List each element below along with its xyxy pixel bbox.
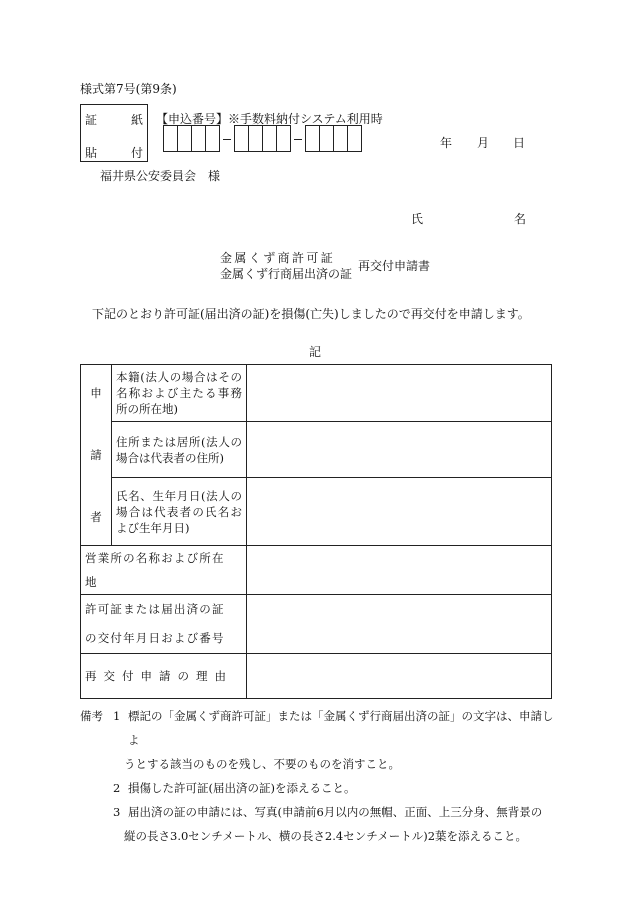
- reason-label: 再交付申請の理由: [81, 654, 247, 699]
- stamp-label-top-left: 証: [85, 113, 98, 127]
- application-table: [80, 364, 552, 699]
- form-number: 様式第7号(第9条): [80, 82, 177, 96]
- ki-heading: 記: [309, 345, 322, 359]
- intro-text: 下記のとおり許可証(届出済の証)を損傷(亡失)しましたので再交付を申請します。: [92, 307, 530, 321]
- table-row-address: [81, 422, 552, 478]
- app-number-cell[interactable]: [205, 125, 220, 152]
- app-number-cell[interactable]: [347, 125, 362, 152]
- date-month-label: 月: [477, 136, 490, 150]
- app-number-cell[interactable]: [248, 125, 263, 152]
- app-number-cell[interactable]: [262, 125, 277, 152]
- permit-input[interactable]: [247, 595, 552, 654]
- permit-label-line2: の交付年月日および番号: [85, 631, 225, 645]
- table-row-reason: [81, 654, 552, 699]
- address-label: 住所または居所(法人の場合は代表者の住所): [112, 422, 247, 478]
- applicant-label-char: 申: [90, 386, 102, 400]
- notes-section: [80, 704, 560, 848]
- note-number: 3: [113, 805, 121, 819]
- revenue-stamp-box: [80, 104, 148, 162]
- note-text-line2: うとする該当のものを残し、不要のものを消すこと。: [124, 757, 400, 771]
- permit-label: [81, 595, 247, 654]
- app-number-cell[interactable]: [305, 125, 320, 152]
- applicant-label-char: 者: [90, 510, 102, 524]
- address-input[interactable]: [247, 422, 552, 478]
- office-label: [81, 546, 247, 595]
- name-label-given: 名: [514, 212, 527, 226]
- applicant-label-char: 請: [90, 448, 102, 462]
- title-option-permit: 金属くず商許可証: [220, 251, 336, 265]
- table-row-name-birth: [81, 478, 552, 546]
- note-text-line1: 損傷した許可証(届出済の証)を添えること。: [128, 781, 356, 795]
- office-input[interactable]: [247, 546, 552, 595]
- title-suffix: 再交付申請書: [358, 259, 431, 273]
- application-number-note: 【申込番号】※手数料納付システム利用時: [156, 112, 383, 126]
- app-number-cell[interactable]: [319, 125, 334, 152]
- name-birth-input[interactable]: [247, 478, 552, 546]
- stamp-label-bottom-right: 付: [131, 146, 144, 160]
- name-label-family: 氏: [411, 212, 424, 226]
- office-label-line1: 営業所の名称および所在: [85, 551, 225, 565]
- applicant-label-cell: [81, 365, 112, 546]
- note-number: 1: [113, 709, 121, 723]
- stamp-label-top-right: 紙: [131, 113, 144, 127]
- table-row-office: [81, 546, 552, 595]
- note-item: [80, 776, 560, 800]
- table-row-domicile: [81, 365, 552, 422]
- app-number-dash: [223, 139, 231, 140]
- note-number: 2: [113, 781, 121, 795]
- note-text-line2: 縦の長さ3.0センチメートル、横の長さ2.4センチメートル)2葉を添えること。: [124, 829, 528, 843]
- app-number-cell[interactable]: [177, 125, 192, 152]
- domicile-label: 本籍(法人の場合はその名称および主たる事務所の所在地): [112, 365, 247, 422]
- date-year-label: 年: [440, 136, 453, 150]
- permit-label-line1: 許可証または届出済の証: [85, 602, 225, 616]
- reason-input[interactable]: [247, 654, 552, 699]
- date-day-label: 日: [513, 136, 526, 150]
- note-text-line1: 標記の「金属くず商許可証」または「金属くず行商届出済の証」の文字は、申請しよ: [128, 709, 554, 747]
- table-row-permit: [81, 595, 552, 654]
- app-number-cell[interactable]: [333, 125, 348, 152]
- app-number-dash: [294, 139, 302, 140]
- note-item: [80, 800, 560, 848]
- app-number-cell[interactable]: [191, 125, 206, 152]
- name-birth-label: 氏名、生年月日(法人の場合は代表者の氏名および生年月日): [112, 478, 247, 546]
- app-number-cell[interactable]: [234, 125, 249, 152]
- note-item: [80, 704, 560, 776]
- notes-heading: 備考: [80, 709, 103, 723]
- stamp-label-bottom-left: 貼: [85, 146, 98, 160]
- app-number-cell[interactable]: [163, 125, 178, 152]
- recipient: 福井県公安委員会 様: [100, 169, 221, 183]
- app-number-cell[interactable]: [276, 125, 291, 152]
- note-text-line1: 届出済の証の申請には、写真(申請前6月以内の無帽、正面、上三分身、無背景の: [128, 805, 543, 819]
- domicile-input[interactable]: [247, 365, 552, 422]
- title-option-notification: 金属くず行商届出済の証: [220, 267, 353, 281]
- office-label-line2: 地: [85, 575, 98, 589]
